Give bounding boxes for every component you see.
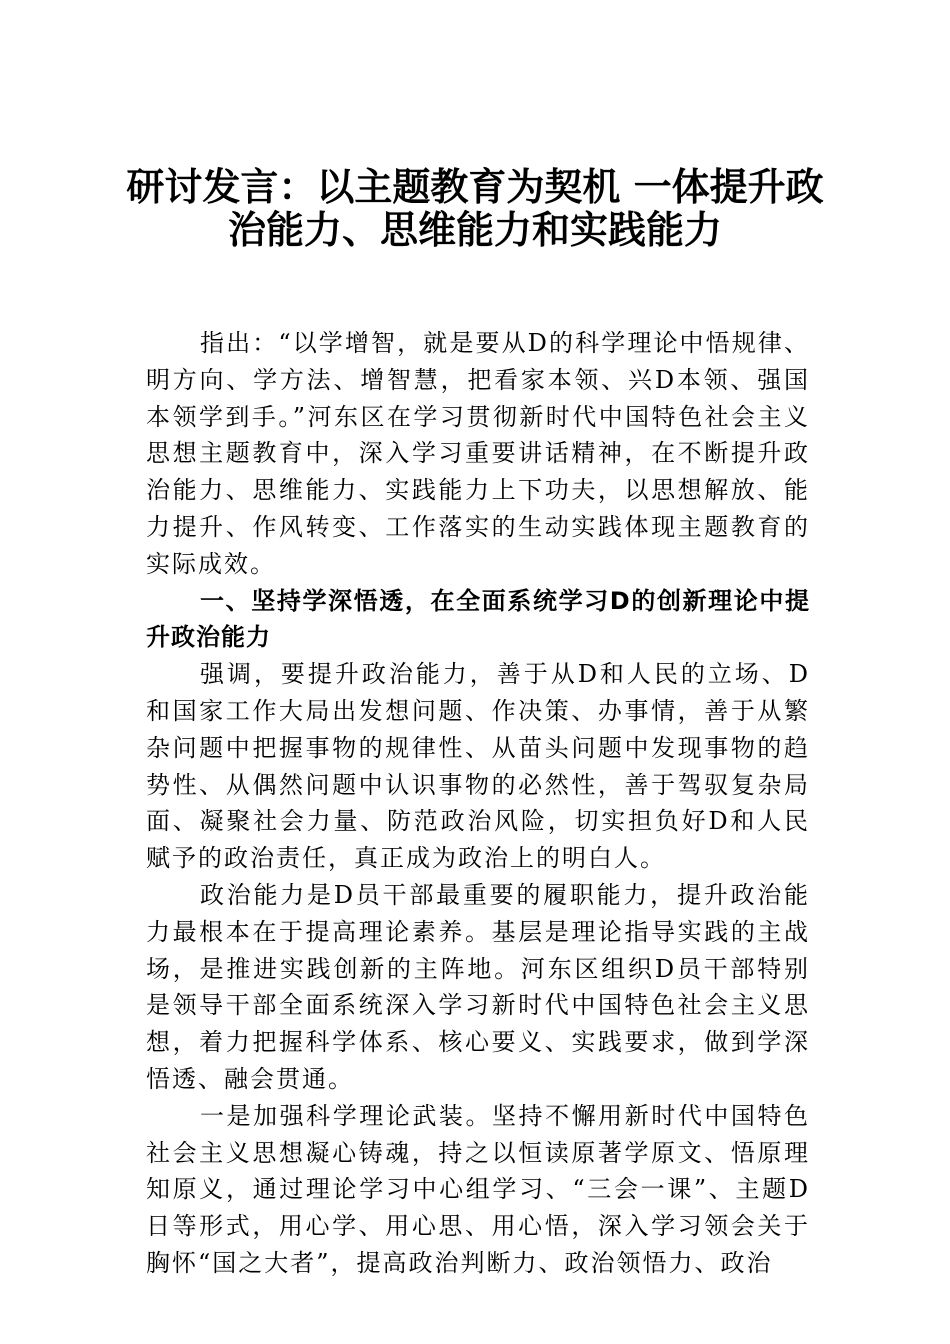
document-title-line-1: 研讨发言：以主题教育为契机 一体提升政: [126, 164, 824, 209]
document-title-line-2: 治能力、思维能力和实践能力: [227, 207, 722, 252]
body-paragraph-1: 强调，要提升政治能力，善于从D和人民的立场、D和国家工作大局出发想问题、作决策、办事情，善于从繁杂问题中把握事物的规律性、从苗头问题中发现事物的趋势性、从偶然问题中认识事物的必然性，善于驾驭复杂局面、凝聚社会力量、防范政治风险，切实担负好D和人民赋予的政治责任，真正成为政治上的明白人。: [146, 660, 810, 873]
body-paragraph-3: 一是加强科学理论武装。坚持不懈用新时代中国特色社会主义思想凝心铸魂，持之以恒读原著学原文、悟原理知原义，通过理论学习中心组学习、“三会一课”、主题D日等形式，用心学、用心思、用心悟，深入学习领会关于胸怀“国之大者”，提高政治判断力、政治领悟力、政治: [146, 1101, 810, 1277]
document-body: [146, 325, 810, 1282]
body-paragraph-2: 政治能力是D员干部最重要的履职能力，提升政治能力最根本在于提高理论素养。基层是理论指导实践的主战场，是推进实践创新的主阵地。河东区组织D员干部特别是领导干部全面系统深入学习新时代中国特色社会主义思想，着力把握科学体系、核心要义、实践要求，做到学深悟透、融会贯通。: [146, 880, 810, 1093]
intro-paragraph: 指出：“以学增智，就是要从D的科学理论中悟规律、明方向、学方法、增智慧，把看家本领、兴D本领、强国本领学到手。”河东区在学习贯彻新时代中国特色社会主义思想主题教育中，深入学习重要讲话精神，在不断提升政治能力、思维能力、实践能力上下功夫，以思想解放、能力提升、作风转变、工作落实的生动实践体现主题教育的实际成效。: [146, 329, 810, 578]
section-heading-1: 一、坚持学深悟透，在全面系统学习D的创新理论中提升政治能力: [146, 586, 810, 652]
